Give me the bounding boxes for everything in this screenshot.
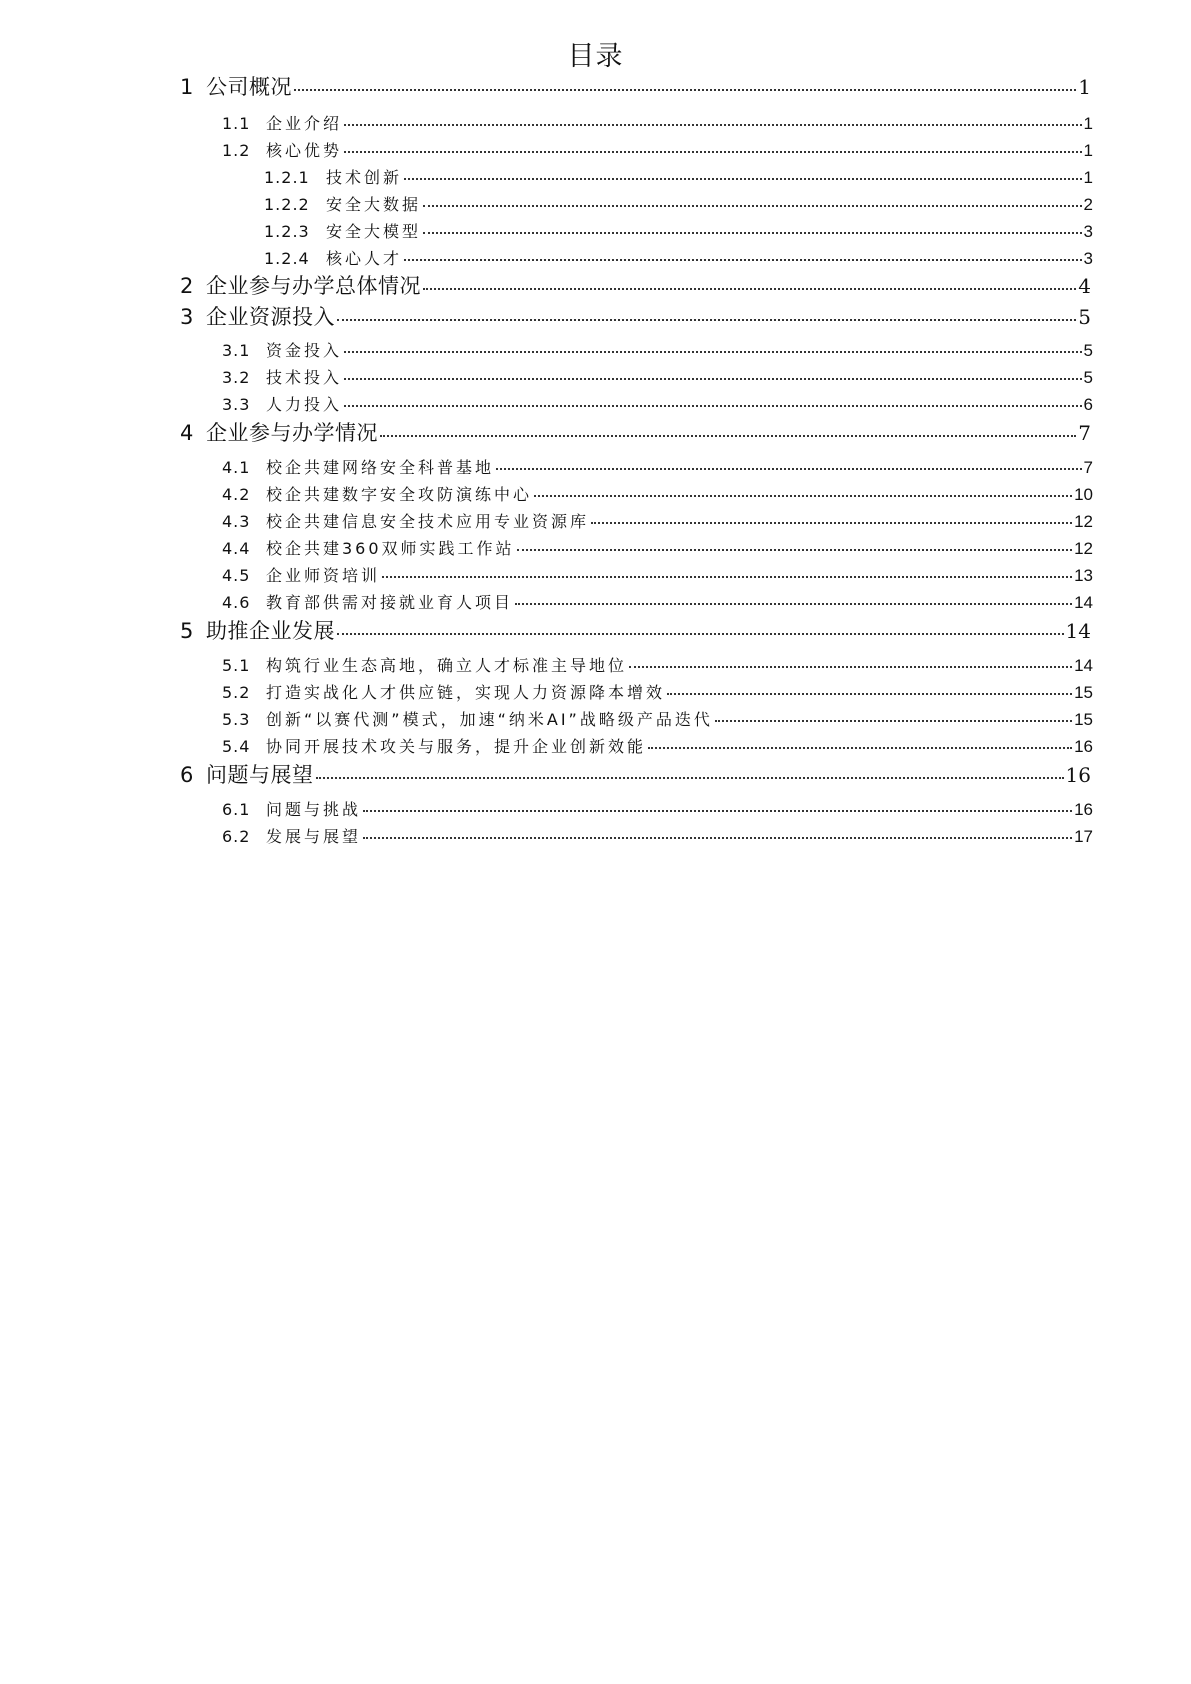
dot-leader	[382, 565, 1072, 581]
toc-entry-title: 安全大模型	[326, 222, 422, 241]
toc-entry-title: 校企共建360双师实践工作站	[266, 539, 515, 558]
toc-entry-4-2[interactable]	[0, 483, 1093, 507]
toc-entry-4-6[interactable]	[0, 591, 1093, 615]
toc-entry-1[interactable]	[0, 73, 1091, 101]
toc-entry-5-2[interactable]	[0, 681, 1093, 705]
toc-entry-page: 12	[1074, 539, 1093, 558]
toc-entry-1-2-4[interactable]	[0, 247, 1093, 271]
toc-entry-title: 协同开展技术攻关与服务，提升企业创新效能	[266, 737, 647, 756]
toc-entry-page: 6	[1083, 395, 1093, 414]
toc-entry-page: 1	[1078, 75, 1091, 99]
dot-leader	[344, 113, 1082, 129]
toc-entry-title: 技术投入	[266, 368, 343, 387]
toc-entry-4-4[interactable]	[0, 537, 1093, 561]
toc-entry-number: 4.2	[222, 485, 251, 504]
toc-entry-title: 企业介绍	[266, 114, 343, 133]
dot-leader	[404, 248, 1082, 264]
toc-entry-number: 5.2	[222, 683, 251, 702]
toc-entry-title: 公司概况	[206, 75, 292, 99]
toc-entry-page: 15	[1074, 683, 1093, 702]
toc-entry-5-4[interactable]	[0, 735, 1093, 759]
toc-entry-5-3[interactable]	[0, 708, 1093, 732]
dot-leader	[423, 194, 1082, 210]
toc-entry-page: 14	[1065, 619, 1091, 643]
toc-entry-3-2[interactable]	[0, 366, 1093, 390]
toc-entry-page: 3	[1083, 222, 1093, 241]
dot-leader	[344, 340, 1082, 356]
toc-entry-5[interactable]	[0, 617, 1091, 645]
dot-leader	[363, 799, 1072, 815]
toc-entry-title: 人力投入	[266, 395, 343, 414]
toc-entry-title: 安全大数据	[326, 195, 422, 214]
toc-entry-page: 4	[1078, 274, 1091, 298]
toc-entry-page: 7	[1083, 458, 1093, 477]
toc-entry-page: 1	[1083, 114, 1093, 133]
toc-entry-title: 打造实战化人才供应链，实现人力资源降本增效	[266, 683, 666, 702]
toc-entry-number: 6	[180, 763, 194, 787]
toc-title: 目录	[567, 41, 624, 72]
toc-entry-number: 5.4	[222, 737, 251, 756]
dot-leader	[337, 303, 1076, 324]
dot-leader	[344, 367, 1082, 383]
toc-entry-title: 校企共建信息安全技术应用专业资源库	[266, 512, 590, 531]
toc-entry-number: 4.4	[222, 539, 251, 558]
toc-entry-title: 构筑行业生态高地，确立人才标准主导地位	[266, 656, 628, 675]
toc-entry-page: 15	[1074, 710, 1093, 729]
dot-leader	[404, 167, 1082, 183]
toc-entry-number: 1.1	[222, 114, 251, 133]
toc-entry-2[interactable]	[0, 272, 1091, 300]
toc-entry-page: 16	[1074, 800, 1093, 819]
toc-entry-number: 3.3	[222, 395, 251, 414]
toc-entry-title: 企业资源投入	[206, 305, 335, 329]
toc-entry-title: 发展与展望	[266, 827, 362, 846]
toc-entry-number: 5.1	[222, 656, 251, 675]
toc-entry-6-1[interactable]	[0, 798, 1093, 822]
toc-entry-page: 14	[1074, 593, 1093, 612]
toc-entry-page: 17	[1074, 827, 1093, 846]
toc-entry-1-1[interactable]	[0, 112, 1093, 136]
toc-entry-title: 企业参与办学总体情况	[206, 274, 421, 298]
dot-leader	[294, 73, 1076, 94]
dot-leader	[667, 682, 1072, 698]
toc-entry-title: 核心优势	[266, 141, 343, 160]
toc-entry-page: 7	[1078, 421, 1091, 445]
dot-leader	[629, 655, 1072, 671]
toc-entry-title: 资金投入	[266, 341, 343, 360]
toc-entry-page: 10	[1074, 485, 1093, 504]
toc-entry-number: 5.3	[222, 710, 251, 729]
toc-entry-page: 13	[1074, 566, 1093, 585]
toc-entry-number: 1.2.2	[264, 195, 310, 214]
dot-leader	[337, 617, 1064, 638]
toc-entry-number: 4.6	[222, 593, 251, 612]
dot-leader	[591, 511, 1072, 527]
dot-leader	[423, 272, 1076, 293]
dot-leader	[515, 592, 1072, 608]
toc-entry-number: 6.2	[222, 827, 251, 846]
toc-entry-3[interactable]	[0, 303, 1091, 331]
toc-entry-title: 教育部供需对接就业育人项目	[266, 593, 514, 612]
toc-entry-page: 14	[1074, 656, 1093, 675]
toc-entry-title: 创新“以赛代测”模式，加速“纳米AI”战略级产品迭代	[266, 710, 713, 729]
toc-entry-6[interactable]	[0, 761, 1091, 789]
toc-entry-5-1[interactable]	[0, 654, 1093, 678]
toc-entry-page: 16	[1074, 737, 1093, 756]
toc-entry-1-2[interactable]	[0, 139, 1093, 163]
toc-entry-1-2-3[interactable]	[0, 220, 1093, 244]
toc-entry-page: 16	[1065, 763, 1091, 787]
toc-entry-page: 5	[1083, 368, 1093, 387]
toc-entry-number: 1.2.3	[264, 222, 310, 241]
toc-entry-3-1[interactable]	[0, 339, 1093, 363]
toc-entry-number: 3.1	[222, 341, 251, 360]
toc-entry-number: 1.2.4	[264, 249, 310, 268]
dot-leader	[380, 419, 1076, 440]
toc-entry-title: 企业师资培训	[266, 566, 381, 585]
toc-entry-number: 4	[180, 421, 194, 445]
toc-entry-title: 校企共建网络安全科普基地	[266, 458, 495, 477]
dot-leader	[648, 736, 1072, 752]
dot-leader	[423, 221, 1082, 237]
dot-leader	[363, 826, 1072, 842]
toc-entry-1-2-1[interactable]	[0, 166, 1093, 190]
dot-leader	[344, 140, 1082, 156]
toc-entry-4[interactable]	[0, 419, 1091, 447]
toc-entry-number: 4.3	[222, 512, 251, 531]
toc-entry-page: 1	[1083, 168, 1093, 187]
toc-entry-page: 3	[1083, 249, 1093, 268]
toc-entry-title: 校企共建数字安全攻防演练中心	[266, 485, 533, 504]
toc-entry-page: 2	[1083, 195, 1093, 214]
toc-entry-4-3[interactable]	[0, 510, 1093, 534]
toc-entry-number: 1.2	[222, 141, 251, 160]
toc-entry-number: 1.2.1	[264, 168, 310, 187]
toc-entry-page: 12	[1074, 512, 1093, 531]
toc-entry-number: 5	[180, 619, 194, 643]
toc-entry-page: 5	[1083, 341, 1093, 360]
dot-leader	[517, 538, 1073, 554]
toc-entry-number: 3	[180, 305, 194, 329]
toc-entry-number: 3.2	[222, 368, 251, 387]
toc-entry-title: 问题与展望	[206, 763, 314, 787]
dot-leader	[534, 484, 1072, 500]
toc-entry-4-5[interactable]	[0, 564, 1093, 588]
toc-entry-number: 6.1	[222, 800, 251, 819]
toc-entry-number: 1	[180, 75, 194, 99]
toc-entry-page: 1	[1083, 141, 1093, 160]
toc-entry-number: 4.1	[222, 458, 251, 477]
toc-entry-1-2-2[interactable]	[0, 193, 1093, 217]
toc-entry-page: 5	[1078, 305, 1091, 329]
toc-entry-title: 核心人才	[326, 249, 403, 268]
toc-entry-number: 2	[180, 274, 194, 298]
toc-entry-4-1[interactable]	[0, 456, 1093, 480]
dot-leader	[344, 394, 1082, 410]
dot-leader	[715, 709, 1072, 725]
dot-leader	[496, 457, 1082, 473]
dot-leader	[316, 761, 1064, 782]
toc-entry-title: 企业参与办学情况	[206, 421, 378, 445]
toc-entry-number: 4.5	[222, 566, 251, 585]
toc-entry-title: 问题与挑战	[266, 800, 362, 819]
toc-entry-title: 技术创新	[326, 168, 403, 187]
toc-entry-3-3[interactable]	[0, 393, 1093, 417]
toc-entry-6-2[interactable]	[0, 825, 1093, 849]
toc-entry-title: 助推企业发展	[206, 619, 335, 643]
